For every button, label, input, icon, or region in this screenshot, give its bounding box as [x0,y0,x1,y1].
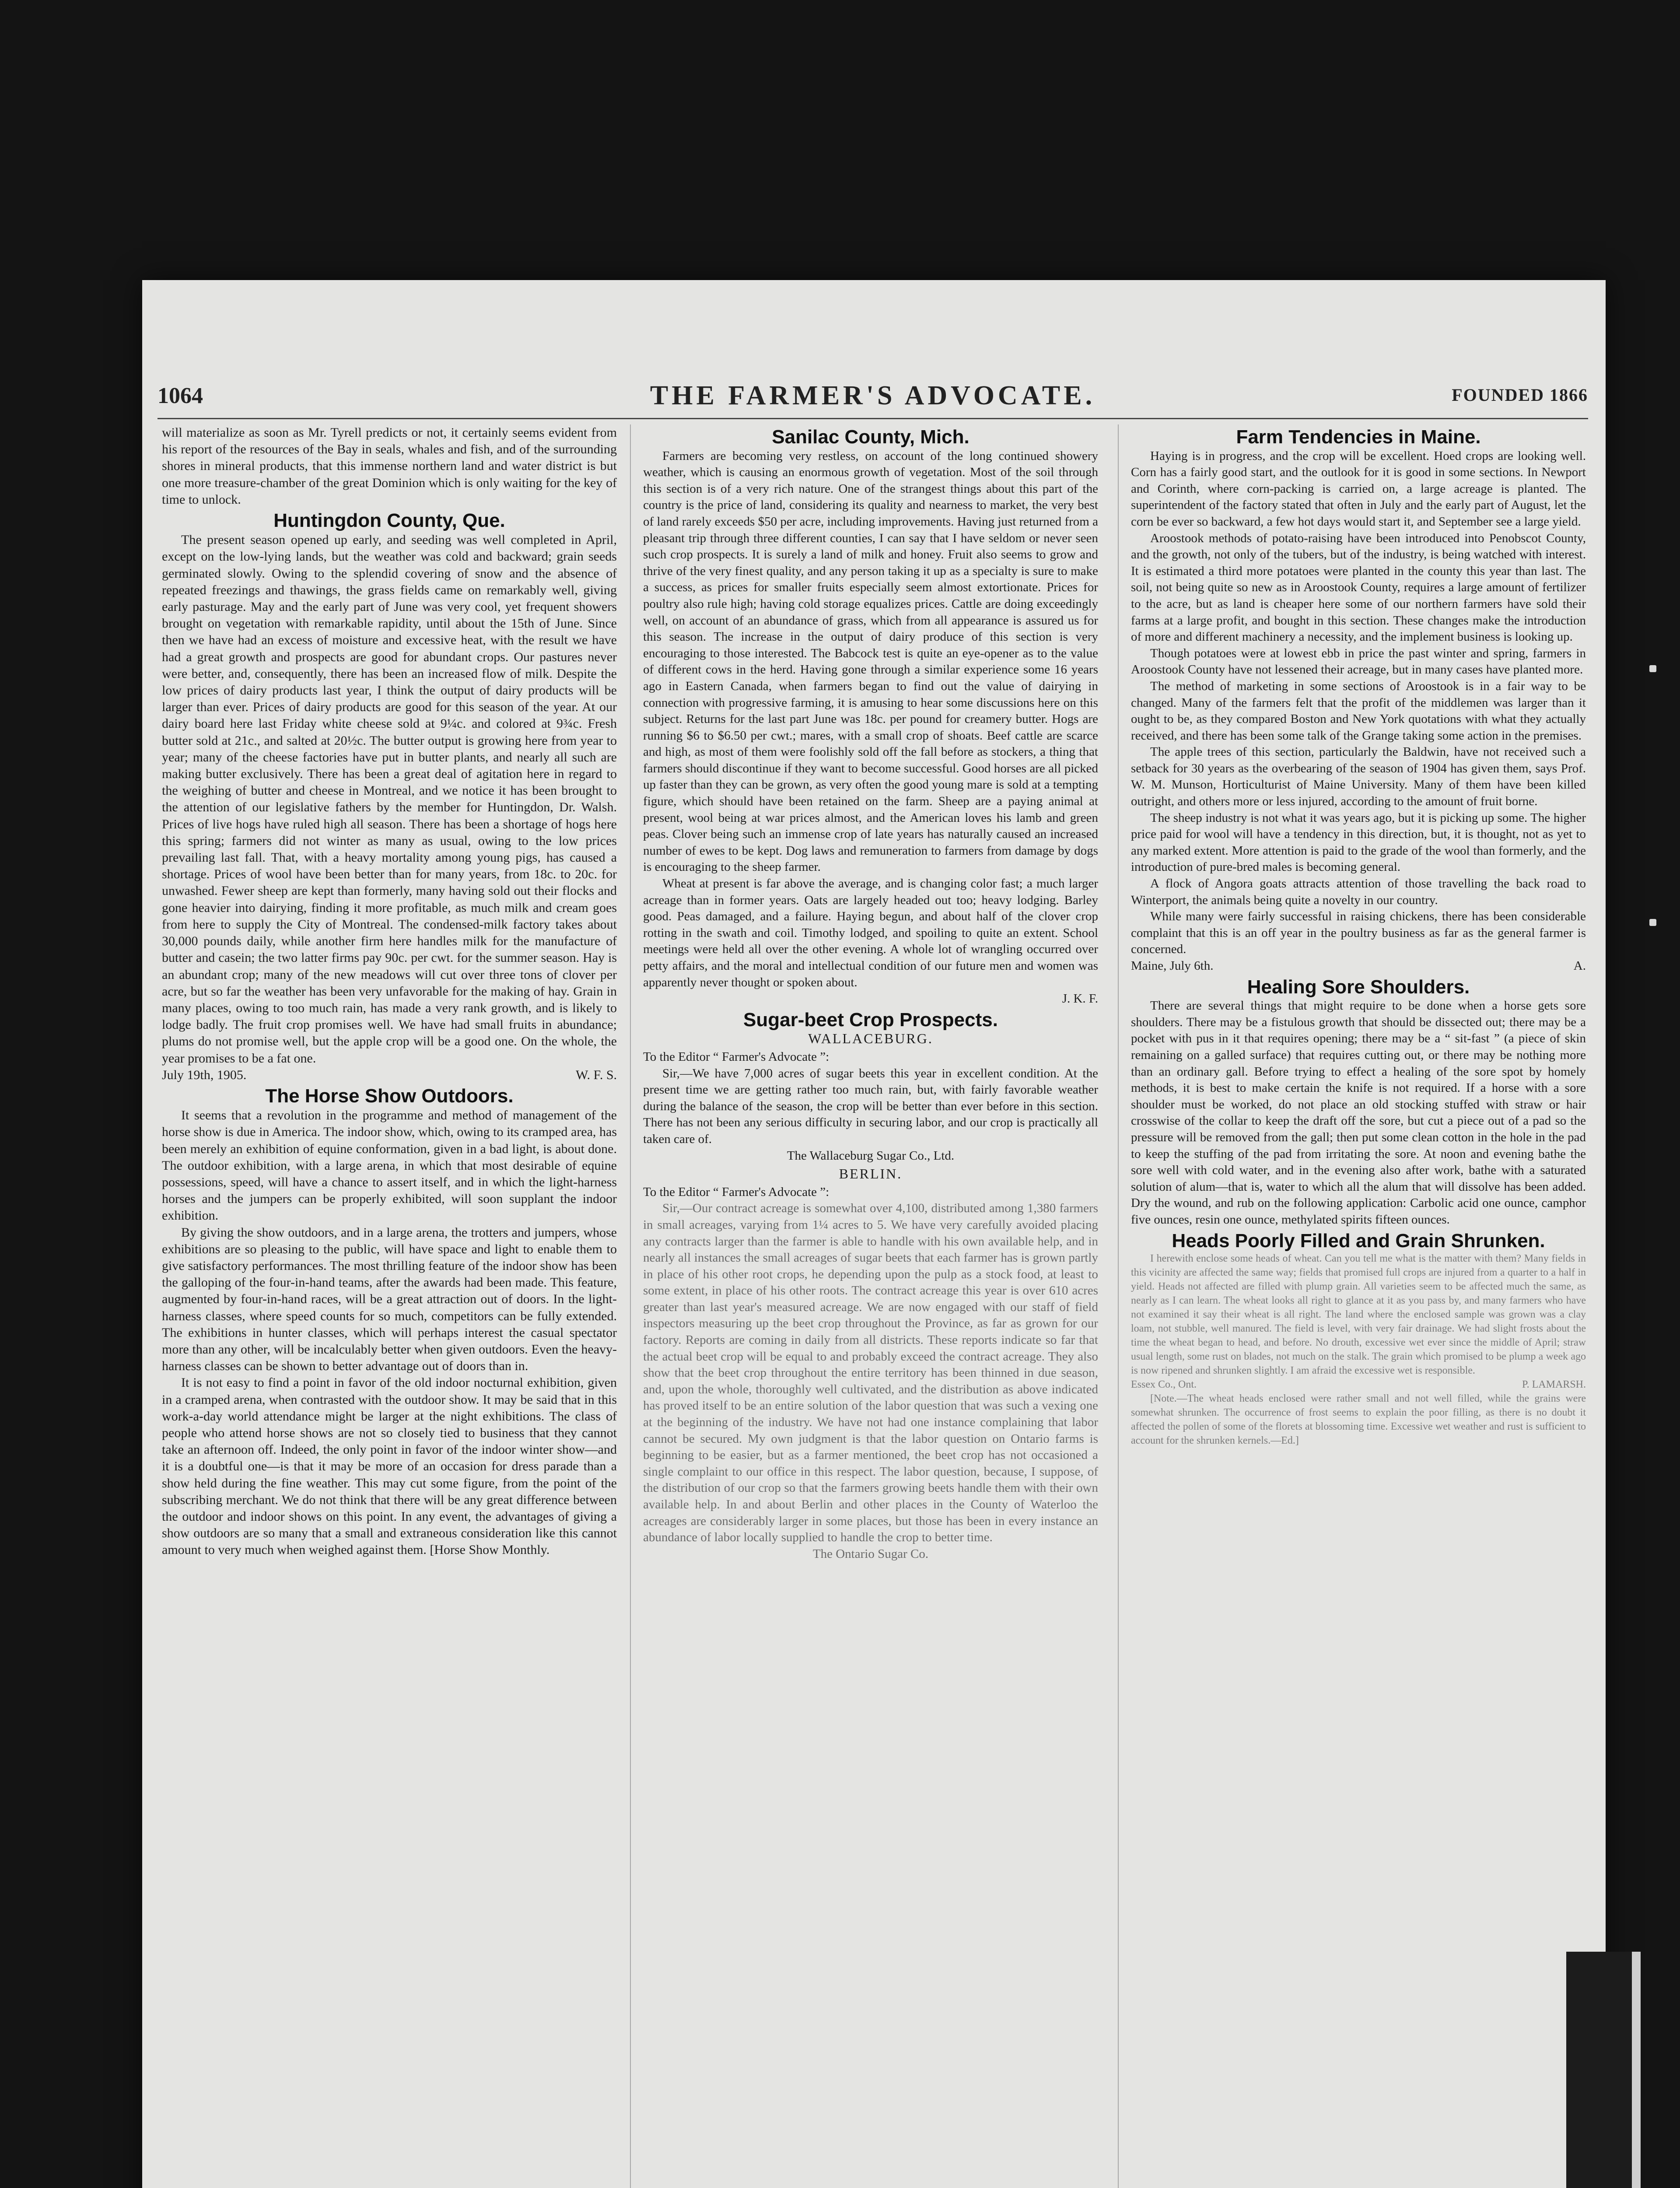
header-rule [158,418,1588,419]
article-horse-show-p1: It seems that a revolution in the programme and method of management of the horse show is due in America. The indoor show, which, owing to its cramped area, has been merely an exhibition of equine conformation, given in a bad light, is about done. The outdoor exhibition, with a large arena, in which that most desirable of equine possessions, speed, will have a chance to assert itself, and in which the light-harness horses and the jumpers can be properly exhibited, will soon supplant the indoor exhibition. [162,1108,617,1223]
headline-sugar-beet: Sugar-beet Crop Prospects. [743,1009,998,1031]
byline-initials: W. F. S. [575,1067,617,1082]
article-sanilac-p2: Wheat at present is far above the average, and is changing color fast; a much larger acreage than in former years. Oats are largely headed out too; heavy lodging. Barley good. Peas damaged, and a failure. Haying begun, and about half of the clover crop rotting in the swath and coil. Timothy lodged, and spoiling to quite an extent. School meetings were held all over the other evening. A whole lot of wrangling occurred over petty affairs, and the moral and intellectual condition of our future men and women was apparently never thought or spoken about. [643,877,1098,989]
article-sore-shoulders-body: There are several things that might require to be done when a horse gets sore shoulders. There may be a fistulous growth that should be dissected out; there may be a pocket with pus in it that requires opening; there may be a “ sit-fast ” (a piece of skin remaining on a galled surface) that requires cutting out, or there may be nothing more than an ordinary gall. Before trying to effect a healing of the sore spot by homely methods, it is best to make certain the knife is not required. If a horse with a sore shoulder must be worked, do not place an old stocking stuffed with straw or hair crosswise of the collar to keep the draft off the sore, but cut a piece out of a pad so the pressure will be removed from the gall; then put some clean cotton in the hole in the pad to keep the stuffing of the pad from irritating the sore. At noon and evening bathe the sore well with cold water, and in the evening also after work, bathe with a saturated solution of alum—that is, water to which all the alum that will dissolve has been added. Dry the wound, and rub on the following application: Carbolic acid one ounce, camphor five ounces, resin one ounce, methylated spirits fifteen ounces. [1131,999,1586,1227]
article-maine-p8: While many were fairly successful in raising chickens, there has been considerable complaint that this is an off year in the poultry business as far as the general farmer is concerned. [1131,909,1586,957]
headline-horse-show: The Horse Show Outdoors. [265,1085,514,1107]
article-maine-p4: The method of marketing in some sections of Aroostook is in a fair way to be changed. Many of the farmers felt that the profit of the middlemen was larger than it ought to be, as they compared Boston and New York quotations with what they actually received, and there has been some talk of the Grange taking some action in the premises. [1131,679,1586,743]
headline-maine: Farm Tendencies in Maine. [1236,426,1481,448]
letter-wheat-body: I herewith enclose some heads of wheat. Can you tell me what is the matter with them? Many fields in this vicinity are affected the same way; fields that promised full crops are injured from a quarter to a half in yield. Heads not affected are filled with plump grain. All varieties seem to be affected much the same, as nearly as I can learn. The wheat looks all right to glance at it as you pass by, and many farmers who have not examined it say their wheat is all right. The land where the enclosed sample was grown was a clay loam, not stubble, well manured. The field is level, with very fair drainage. We had slight frosts about the time the wheat began to head, and before. No drouth, excessive wet ever since the middle of April; straw usual length, some rust on blades, not much on the stalk. The grain which promised to be plump a week ago is now ripened and shrunken slightly. I am afraid the excessive wet is responsible. [1131,1253,1586,1377]
column-1 [162,424,617,2188]
letter-signature: The Ontario Sugar Co. [812,1546,929,1561]
subhead-berlin: BERLIN. [839,1166,903,1182]
byline [1131,1378,1586,1392]
page-number: 1064 [158,383,203,408]
byline [1131,958,1586,975]
column-divider [630,424,631,2188]
subhead-wallaceburg: WALLACEBURG. [808,1031,933,1047]
byline [162,1067,617,1083]
article-maine-p1: Haying is in progress, and the crop will be excellent. Hoed crops are looking well. Corn has a fairly good start, and the outlook for it is good in some sections. In Newport and Corinth, where corn-packing is carried on, a large acreage is planted. The superintendent of the factory stated that often in July and the early part of August, let the corn be ever so backward, a few hot days would start it, and September see a large yield. [1131,449,1586,529]
letter-berlin-body: Sir,—Our contract acreage is somewhat over 4,100, distributed among 1,380 farmers in small acreages, varying from 1¼ acres to 5. We have very carefully avoided placing any contracts larger than the farmer is able to handle with his own available help, and in nearly all instances the small acreages of sugar beets that each farmer has is grown partly in place of his other root crops, he depending upon the pulp as a stock food, at least to some extent, in place of his other roots. The contract acreage this year is over 610 acres greater than last year's measured acreage. We are now engaged with our staff of field inspectors measuring up the beet crop throughout the Province, as far as grown for our factory. Reports are coming in daily from all districts. These reports indicate so far that the actual beet crop will be equal to and probably exceed the contract acreage. They also show that the beet crop throughout the entire territory has been thinned in due season, and, upon the whole, thoroughly well cultivated, and the distribution as above indicated has proved itself to be an entire solution of the labor question that was such a vexing one at the beginning of the industry. We have not had one instance complaining that labor cannot be secured. My own judgment is that the labor question on Ontario farms is beginning to be easier, but as a farmer mentioned, the beet crop has not occasioned a single complaint to our office in this respect. The labor question, because, I suppose, of the distribution of our crop so that the farmers growing beets handle them with their own available help. In and about Berlin and other places in the County of Waterloo the acreages are considerably larger in some places, but those has been in every instance an abundance of labor locally supplied to handle the crop to better time. [643,1201,1098,1545]
editor-note: [Note.—The wheat heads enclosed were rather small and not well filled, while the grains were somewhat shrunken. The occurrence of frost seems to explain the poor filling, as there is no doubt it affected the pollen of some of the florets at blossoming time. Excessive wet weather and rust is sufficient to account for the shrunken kernels.—Ed.] [1131,1393,1586,1447]
article-maine-p5: The apple trees of this section, particularly the Baldwin, have not received such a setback for 30 years as the overbearing of the season of 1904 has given them, says Prof. W. M. Munson, Horticulturist of Maine University. Many of them have been killed outright, and others more or less injured, according to the amount of fruit borne. [1131,745,1586,809]
article-continuation: will materialize as soon as Mr. Tyrell predicts or not, it certainly seems evident from his report of the resources of the Bay in seals, whales and fish, and of the surrounding shores in mineral products, that this immense northern land and water district is but one more treasure-chamber of the great Dominion which is only waiting for the key of time to unlock. [162,425,617,507]
founded-label: FOUNDED 1866 [1452,385,1588,405]
byline-name: P. LAMARSH. [1522,1379,1586,1391]
letter-signature: The Wallaceburg Sugar Co., Ltd. [787,1148,955,1163]
article-sanilac-p1: Farmers are becoming very restless, on account of the long continued showery weather, which is causing an enormous growth of vegetation. Most of the soil through this section is of a very rich nature. One of the strangest things about this part of the country is the price of land, considering its quality and nearness to market, the very best of land rarely exceeds $50 per acre, including improvements. Having just returned from a pleasant trip through three different counties, I can say that I have seldom or never seen such crop prospects. It is surely a land of milk and honey. Fruit also seems to grow and thrive of the very finest quality, and any person taking it up as a specialty is sure to make a success, as prices for smaller fruits especially seem almost extortionate. Prices for poultry also rule high; having cold storage equalizes prices. Cattle are doing exceedingly well, on account of an abundance of grass, which from all appearance is assured us for this season. The increase in the output of dairy produce of this section is very encouraging to those interested. The Babcock test is quite an eye-opener as to the value of different cows in the herd. Having gone through a similar experience some 16 years ago in Eastern Canada, when farmers began to find out the value of dairying in connection with progressive farming, it is amusing to hear some discussions here on this subject. Returns for the last part June was 18c. per pound for creamery butter. Hogs are running $6 to $6.50 per cwt.; mares, with a small crop of shoats. Beef cattle are scarce and high, as most of them were foolishly sold off the fall before as stockers, a thing that farmers should discontinue if they want to become successful. Good horses are all picked up faster than they can be grown, as very often the good young mare is sold at a tempting figure, which should have been retained on the farm. Sheep are a paying animal at present, wool being at war prices almost, and the American loves his lamb and green peas. Clover being such an immense crop of late years has naturally caused an increased number of ewes to be kept. Dog laws and remuneration to farmers from damage by dogs is encouraging to the sheep farmer. [643,449,1098,874]
headline-sanilac: Sanilac County, Mich. [772,426,970,448]
page-edge-tab [1566,1952,1641,2188]
headline-huntingdon: Huntingdon County, Que. [273,510,505,532]
byline-initials: J. K. F. [1062,992,1098,1006]
column-2 [643,424,1098,2188]
publication-title: THE FARMER'S ADVOCATE. [650,381,1096,410]
headline-grain-shrunken: Heads Poorly Filled and Grain Shrunken. [1172,1230,1545,1252]
article-maine-p3: Though potatoes were at lowest ebb in price the past winter and spring, farmers in Aroostook County have not lessened their acreage, but in many cases have planted more. [1131,646,1586,677]
article-horse-show-p2: By giving the show outdoors, and in a large arena, the trotters and jumpers, whose exhibitions are so pleasing to the public, will have space and light to enable them to give satisfactory performances. The most thrilling feature of the indoor show has been the galloping of the four-in-hand teams, after the awards had been made. This feature, augmented by four-in-hand races, will be a great attraction out of doors. In the light-harness classes, where speed counts for so much, competitors can be fully extended. The exhibitions in hunter classes, which will perhaps interest the casual spectator more than any other, will be incalculably better when given outdoors. Even the heavy-harness classes can be shown to better advantage out of doors than in. [162,1225,617,1374]
byline-date: July 19th, 1905. [162,1067,247,1082]
column-divider [1118,424,1119,2188]
letter-salutation: To the Editor “ Farmer's Advocate ”: [643,1185,830,1199]
article-huntingdon-body: The present season opened up early, and seeding was well completed in April, except on the low-lying lands, but the weather was cold and backward; grain seeds germinated slowly. Owing to the splendid covering of snow and the absence of repeated freezings and thawings, the grass fields came on remarkably well, giving early pasturage. May and the early part of June was very cool, yet frequent showers brought on vegetation with remarkable rapidity, until about the 15th of June. Since then we have had an excess of moisture and excessive heat, with the result we have had a great growth and prospects are good for abundant crops. Our pastures never were better, and, consequently, there has been an increased flow of milk. Despite the low prices of dairy products last year, I think the output of dairy products will be larger than ever. Prices of dairy products are good for this season of the year. At our dairy board here last Friday white cheese sold at 9¼c. and colored at 9¾c. Fresh butter sold at 21c., and salted at 20½c. The butter output is growing here from year to year; many of the cheese factories have put in butter plants, and nearly all such are making butter exclusively. There has been a great deal of agitation here in regard to the weighing of butter and cheese in Montreal, and we notice it has been brought to the attention of our legislative fathers by the member for Huntingdon, Dr. Walsh. Prices of live hogs have ruled high all season. There has been a shortage of hogs here this spring; farmers did not winter as many as usual, owing to the low prices prevailing last fall. That, with a heavy mortality among young pigs, has caused a shortage. Prices of wool have been better than for many years, from 18c. to 20c. for unwashed. Fewer sheep are kept than formerly, many having sold out their flocks and gone heavier into dairying, finding it more profitable, as much milk and cream goes from here to supply the City of Montreal. The condensed-milk factory takes about 30,000 pounds daily, while another firm here handles milk for the manufacture of butter and casein; the two latter firms pay 90c. per cwt. for the summer season. Hay is an abundant crop; many of the new meadows will cut over three tons of clover per acre, but so far the weather has been very unfavorable for the making of hay. Grain in many places, owing to too much rain, has made a very rank growth, and is likely to lodge badly. The fruit crop promises well. We have had small fruits in abundance; plums do not promise well, but the apple crop will be a good one. On the whole, the year promises to be a fat one. [162,533,617,1066]
byline-initials: A. [1573,959,1586,973]
headline-sore-shoulders: Healing Sore Shoulders. [1247,976,1470,998]
byline-date: Maine, July 6th. [1131,959,1214,973]
masthead [158,383,1588,418]
byline [643,991,1098,1007]
byline-place: Essex Co., Ont. [1131,1379,1197,1391]
scan-mark [1649,665,1656,672]
letter-salutation: To the Editor “ Farmer's Advocate ”: [643,1049,830,1064]
column-3 [1131,424,1586,2188]
letter-wallaceburg-body: Sir,—We have 7,000 acres of sugar beets this year in excellent condition. At the present time we are getting rather too much rain, but, with fairly favorable weather during the balance of the season, the crop will be better than ever before in this section. There has not been any serious difficulty in securing labor, and our crop is practically all taken care of. [643,1066,1098,1146]
article-maine-p7: A flock of Angora goats attracts attention of those travelling the back road to Winterport, the animals being quite a novelty in our country. [1131,877,1586,907]
scan-mark [1649,919,1656,926]
article-maine-p6: The sheep industry is not what it was years ago, but it is picking up some. The higher price paid for wool will have a tendency in this direction, but, it is thought, not as yet to any marked extent. More attention is paid to the grade of the wool than formerly, and the introduction of pure-bred males is becoming general. [1131,810,1586,874]
article-maine-p2: Aroostook methods of potato-raising have been introduced into Penobscot County, and the growth, not only of the tubers, but of the industry, is being watched with interest. It is estimated a third more potatoes were planted in the county this year than last. The soil, not being quite so new as in Aroostook County, requires a large amount of fertilizer to the acre, but as land is cheaper here some of our northern farmers have sold their farms at a large profit, and bought in this section. These changes make the introduction of more and different machinery a necessity, and the implement business is looking up. [1131,531,1586,644]
article-horse-show-p3: It is not easy to find a point in favor of the old indoor nocturnal exhibition, given in a cramped arena, when contrasted with the outdoor show. It may be said that in this work-a-day world attendance might be larger at the night exhibitions. The class of people who attend horse shows are not so closely tied to business that they cannot take an afternoon off. Indeed, the only point in favor of the indoor winter show—and it is a doubtful one—is that it may be more of an occasion for dress parade than a show held during the fine weather. This may cut some figure, from the point of the subscribing merchant. We do not think that there will be any great difference between the outdoor and indoor shows on this point. In any event, the advantages of giving a show outdoors are so many that a small and extraneous consideration like this cannot amount to very much when weighed against them. [Horse Show Monthly. [162,1375,617,1557]
